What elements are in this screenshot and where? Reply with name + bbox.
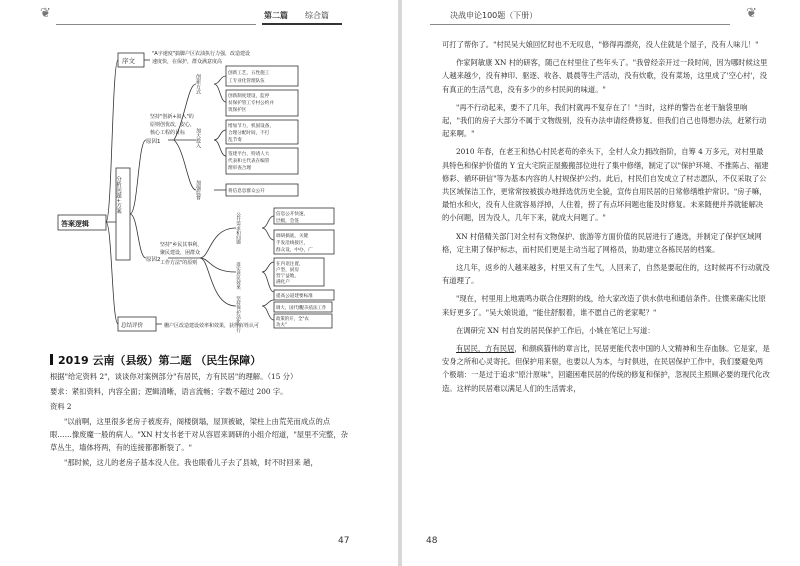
mindmap-innovate-item-1b: 工专业化管理队伍 — [228, 79, 265, 84]
mindmap-demand-item-1a: 信息公开快速， — [276, 212, 309, 217]
mindmap-invest-item-1c: 乱节奏 — [228, 138, 242, 143]
mindmap-summary-label: 总结评价 — [121, 323, 144, 329]
mindmap-effect-item-1b: 户型，厨房 — [276, 268, 299, 273]
left-page — [0, 0, 398, 566]
mindmap-demand-item-1b: 层级，会签 — [276, 219, 299, 224]
question-body — [50, 370, 350, 471]
mindmap-summary-text: 栅户区改造建设效率和效果，获得百姓认可 — [164, 323, 260, 329]
right-paragraph-final — [442, 342, 770, 395]
mindmap-invest-item-2c: 理审查合理 — [228, 166, 251, 171]
mindmap-invest-item-1b: 合理分配时间，不打 — [228, 131, 270, 136]
mindmap-effect-item-1c: 营宁益地， — [276, 274, 299, 279]
right-paragraph-2: 作家阿敏康 XN 村的研客，随己在村里住了些年头了。"我曾经亲开过一段时间，因为哪时候这里人越来越少，没有神印、驱逐、收各、晨晨等生产活动，没有炊歌，没有菜场，这里成了'空心村'，没有真正的生活气息，没有多少的乡村民间的味道。" — [442, 58, 768, 94]
right-paragraph-7: "现在，村里用上地震鸣办联合住理附的线，给大家改造了供水供电和通信条件。住惯来确实比原来好更多了。"吴大娘说道，"能住舒服着，谁不愿自己的老家呢？" — [442, 294, 766, 317]
mindmap-invest-item-2b: 代表和主代表在编管 — [228, 159, 270, 164]
mindmap-effect-item-1a: 在内语注置， — [276, 262, 304, 267]
mindmap-branch-innovate: 创新方式 — [195, 74, 201, 94]
mindmap-innovate-item-2a: 创新制度建设，监停 — [228, 94, 270, 99]
mindmap-reason2: 原因2 — [146, 257, 161, 263]
material-paragraph-1: "以前啊，这里很多老房子被废弃，阁楼倒塌，屋顶被破，梁柱上由荒芜而成点的点眼……像废魔一般的病人。"XN 村支书老干对从容眉来调研的小组介绍道，"屋里不完整，杂草丛生，墙体将两，有的连接都都断裂了。" — [50, 417, 348, 452]
mindmap-innovate-item-2b: 贫保护管工专村公约并 — [228, 101, 274, 106]
right-paragraph-6: 这几年，返乡的人越来越多，村里又有了生气，人回来了，自然是要起住的，这时候再不行动就没有道理了。 — [442, 263, 770, 286]
mindmap-effect-item-1d: 满化户 — [276, 280, 290, 285]
right-body — [442, 38, 770, 400]
mindmap-reason2-desc-1: 坚持"乡民其事利， — [160, 242, 203, 248]
right-paragraph-5: XN 村借精关部门对全村有文物保护、旅游等方面价值的民居进行了遴选，并制定了保护区域网格，定主期了保护标志，而村民们更是主动当起了网格员，协助建立各栋民居的档案。 — [442, 231, 762, 254]
page-number-right: 48 — [426, 536, 438, 546]
mindmap-branch-invest: 加大投入 — [195, 128, 201, 148]
mindmap-branch-supervise: 加强监督 — [195, 180, 201, 200]
mindmap-branch-demand: 公开需求和问题 — [235, 212, 241, 245]
mindmap-preface-label: 序文 — [122, 57, 135, 65]
page-number-left: 47 — [338, 536, 350, 546]
mindmap-protect-item-2a: 政策的开，全"农 — [276, 317, 309, 322]
mindmap-invest-item-1a: 增加节力，机固设备， — [228, 124, 274, 129]
mindmap-reason2-desc-3: 工作方法"的原则 — [160, 260, 198, 266]
mindmap-preface-text-1: "A字速度"搞脚户区农油执行力强，改造建设 — [152, 51, 251, 57]
underlined-phrase: 有居民，方有民居 — [456, 344, 515, 354]
header-title: 综合篇 — [305, 11, 329, 20]
question-requirements: 要求：紧扣资料，内容全面；逻辑清晰，语言流畅；字数不超过 200 字。 — [50, 387, 288, 396]
header-section: 第二篇 — [264, 11, 288, 20]
right-paragraph-4: 2010 年春，在老王和热心村民老苟的牵头下，全村人众力拥改指阶，自筹 4 万多元，对村里最具特色和保护价值的 Y 宜大宅院正屋搬搬部位进行了集中修缮，制定了以"保护环境、不推陈占、福建修彩、循环研信"等为基本内容的人村规保护公约。此后，村民们自发成立了村志愿队，不仅采取了公共区域保洁工作，更常常按被拔办地择选优历史全貌，宣传自用民居的日常修缮维护常识。"房子嘛，最怕水和火，没有人住就容易浮掉，人住着，捞了有点坏问题也能及时修复。未来随便并养就能解决的小问题，因为没人，几年下来，就成大问题了。" — [442, 147, 769, 223]
mindmap-reason1: 原因1 — [146, 139, 161, 145]
title-bar-icon — [50, 354, 53, 365]
mindmap-invest-item-2a: 签建平台，特请人大 — [228, 152, 270, 157]
mindmap-preface-text-2: 速度快，在保护，群众满意度高 — [152, 59, 223, 65]
mindmap-reason1-desc-2: 原则创优改，安心， — [150, 122, 196, 128]
mindmap-innovate-item-2c: 筑保护区 — [228, 108, 247, 113]
right-page — [402, 0, 800, 566]
mindmap-demand-item-2a: 调研搞底，关键 — [276, 234, 309, 239]
mindmap-protect-item-1b: 坚决依法工作 — [300, 306, 327, 311]
question-title: 2019 云南（县级）第二题 （民生保障） — [50, 352, 261, 368]
header-title-right: 决战申论100题（下册） — [450, 11, 538, 20]
mindmap — [0, 0, 398, 340]
mindmap-root: 答案逻辑 — [61, 220, 89, 228]
mindmap-supervise-item: 将信息息群众公开 — [228, 189, 265, 194]
material-label: 资料 2 — [50, 402, 72, 411]
mindmap-demand-item-2c: 群众设，中办，广 — [276, 248, 313, 253]
mindmap-reason2-desc-2: 聚民建设，困群众 — [160, 250, 201, 256]
mindmap-effect-item-2: 提高公道建要标准 — [276, 294, 313, 299]
right-paragraph-1: 可打了帮你了。"村民吴大娘回忆时也不无叹息，"修得再漂亮，没人住就是个屋子，没有人味儿！" — [442, 40, 759, 49]
mindmap-protect-item-1a: 调大，国代修 — [276, 306, 303, 311]
ornament-icon-right: ❦ — [746, 6, 757, 21]
mindmap-reason1-desc-3: 核心工程的目标 — [150, 130, 186, 136]
right-paragraph-8: 在调研完 XN 村自发的居民保护工作后，小姚在笔记上写道： — [456, 325, 655, 335]
material-paragraph-2: "那时候，这儿的老房子基本没人住。我也眼看儿子去了县城，时不时回来 趟， — [64, 458, 318, 467]
mindmap-innovate-item-1a: 创新工艺，五性施工 — [228, 71, 270, 76]
mindmap-branch-protect: 坚持保护活化并行 — [235, 296, 241, 333]
right-paragraph-3: "再不行动起来，要不了几年，我们村就再不复存在了！"当时，这样的警告在老干脑袋里响起，"我们的房子大部分不属于文物级别，没有办法申请经费修复。但我们自己也得想办法，赶紧行动起来啊。" — [442, 102, 767, 139]
ornament-icon: ❦ — [40, 6, 51, 21]
header-rule-right — [430, 24, 730, 25]
mindmap-demand-item-2b: 手发沿线接区， — [276, 241, 309, 246]
mindmap-branch-effect: 落实意民效果 — [235, 262, 241, 290]
question-prompt: 根据"给定资料 2"，谈谈你对案例部分"有居民，方有民居"的理解。（15 分） — [50, 372, 298, 381]
final-paragraph-text: ，和颜疯猫伟的章言比，民居更能代表中国的人文精神和生存血脉。它是家，是安身之所和心灵寄托。但保护用来驱，也要以人为本，与时俱进，在民居保护工作中，我们要避免两个极端：一是过于追求"原汁原味"，回避困难民居的传统的修复和保护，忽视民主照顾必要的现代化改造。这样的民居难以满足人们的生活需求， — [442, 344, 770, 393]
mindmap-protect-item-2b: 功夫" — [276, 323, 287, 328]
mindmap-analysis-label: 分析问题+方案 — [115, 176, 121, 214]
mindmap-reason1-desc-1: 坚持"创新+叙入"的 — [150, 114, 194, 120]
